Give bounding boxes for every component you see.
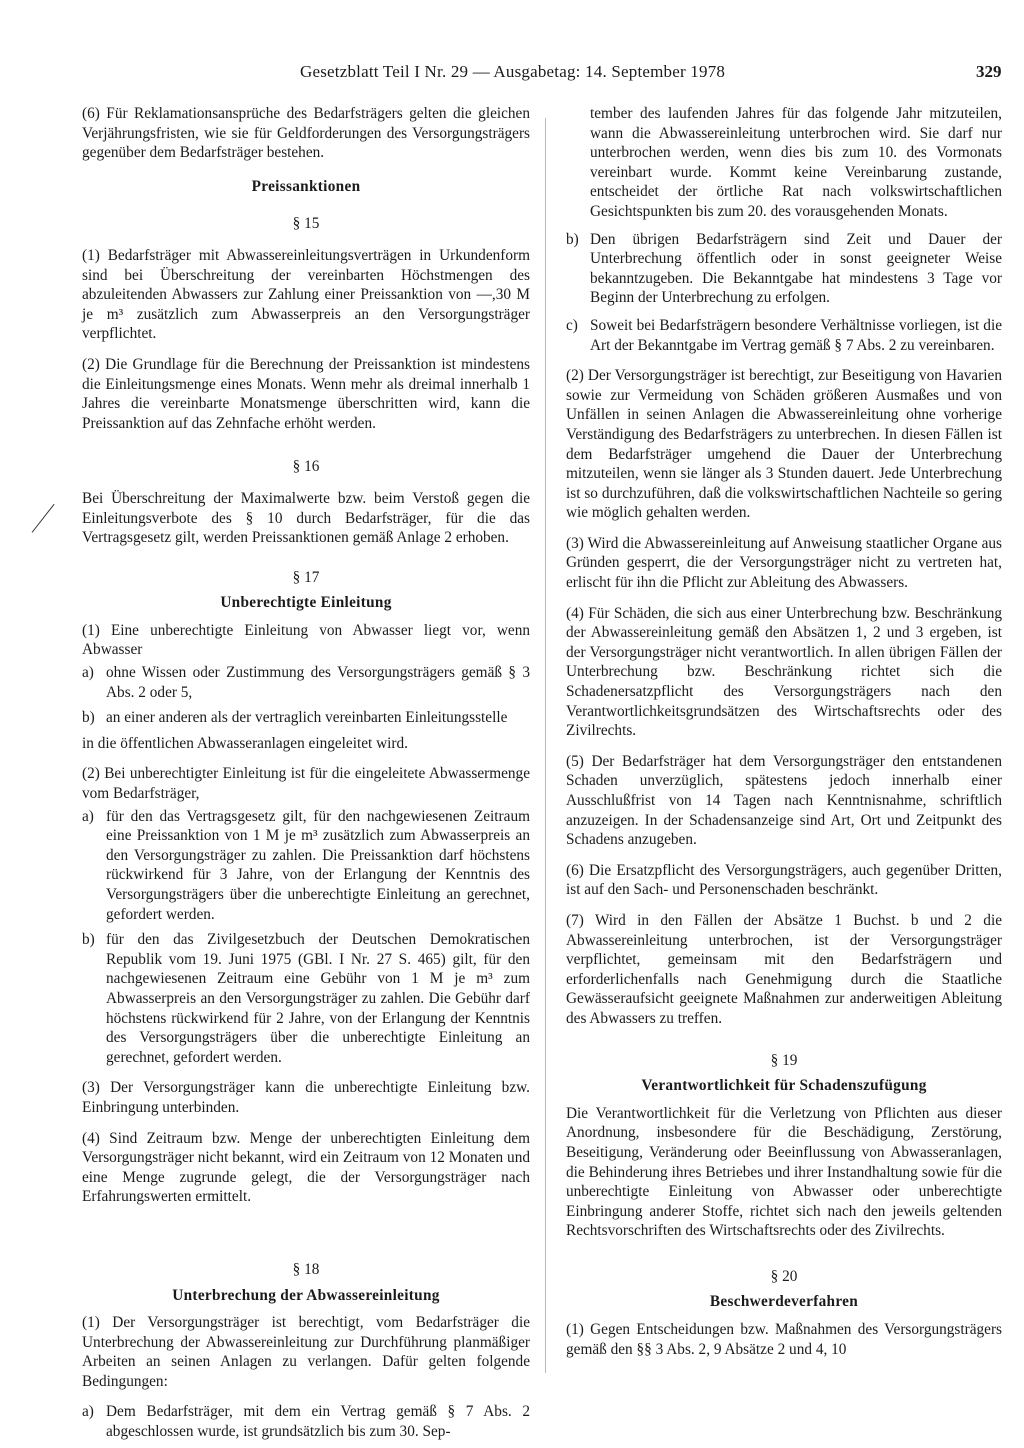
paragraph: in die öffentlichen Abwasseranlagen eingeleitet wird. xyxy=(82,734,408,752)
list-text: für den das Zivilgesetzbuch der Deutschen Demokratischen Republik vom 19. Juni 1975 (GBl. I Nr. 27 S. 465) gilt, für den nachgewiesenen Zeitraum eine Gebühr von 1 M je m³ zum Abwasserpreis an den Versorgungsträger zu zahlen. Die Gebühr darf höchstens rückwirkend für 2 Jahre, von der Erlangung der Kenntnis des Versorgungsträgers über die unberechtigte Einleitung an gerechnet, gefordert werden. xyxy=(106,931,530,1066)
paragraph: (4) Sind Zeitraum bzw. Menge der unberechtigten Einleitung dem Versorgungsträger nicht bekannt, wird ein Zeitraum von 12 Monaten und eine Menge zugrunde gelegt, die der Versorgungsträger nach Erfahrungswerten ermittelt. xyxy=(82,1129,530,1206)
paragraph: Die Verantwortlichkeit für die Verletzung von Pflichten aus dieser Anordnung, insbesondere für die Beschädigung, Zerstörung, Beseitigung, Veränderung oder Beeinflussung von Abwasseranlagen, die Behinderung ihres Betriebes und ihrer Instandhaltung sowie für die unberechtigte Einleitung von Abwasser oder unberechtigte Einbringung anderer Stoffe, richtet sich nach den jeweils geltenden Rechtsvorschriften des Wirtschaftsrechts oder des Zivilrechts. xyxy=(566,1104,1002,1240)
list-label: a) xyxy=(82,1403,94,1421)
paragraph: (7) Wird in den Fällen der Absätze 1 Buchst. b und 2 die Abwassereinleitung unterbrochen, ist der Versorgungsträger verpflichtet, gemeinsam mit den Bedarfsträgern und erforderlichenfalls nach Genehmigung durch die Staatliche Gewässeraufsicht geeignete Maßnahmen zur anderweitigen Ableitung des Abwassers zu treffen. xyxy=(566,911,1002,1027)
right-column xyxy=(566,104,1002,1370)
list-label: c) xyxy=(566,316,578,334)
section-heading: Unterbrechung der Abwassereinleitung xyxy=(172,1286,440,1304)
list-text: Den übrigen Bedarfsträgern sind Zeit und Dauer der Unterbrechung öffentlich oder in sonst geeigneter Weise bekanntzugeben. Die Bekanntgabe hat mindestens 3 Tage vor Beginn der Unterbrechung zu erfolgen. xyxy=(590,230,1002,307)
paragraph: (2) Bei unberechtigter Einleitung ist für die eingeleitete Abwassermenge vom Bedarfsträger, xyxy=(82,765,530,803)
list-item xyxy=(566,230,1002,308)
section-number: § 18 xyxy=(292,1260,320,1278)
section-heading: Unberechtigte Einleitung xyxy=(220,594,392,612)
page-number: 329 xyxy=(976,62,1002,81)
paragraph: (2) Der Versorgungsträger ist berechtigt, zur Beseitigung von Havarien sowie zur Vermeidung von Schäden größeren Ausmaßes und von Unfällen in seinen Anlagen die Abwassereinleitung ohne vorherige Verständigung des Bedarfsträgers zu unterbrechen. In diesen Fällen ist dem Bedarfsträger umgehend die Dauer der Unterbrechung mitzuteilen, wenn sie länger als 3 Stunden dauert. Jede Unterbrechung ist so durchzuführen, daß die volkswirtschaftlichen Nachteile so gering wie möglich gehalten werden. xyxy=(566,367,1002,522)
section-number: § 16 xyxy=(292,458,320,476)
paragraph: (5) Der Bedarfsträger hat dem Versorgungsträger den entstandenen Schaden unverzüglich, spätestens jedoch innerhalb einer Ausschlußfrist von 14 Tagen nach Kenntnisnahme, schriftlich anzuzeigen. In der Schadensanzeige sind Art, Ort und Zeitpunkt des Schadens anzugeben. xyxy=(566,752,1002,849)
page-header: Gesetzblatt Teil I Nr. 29 — Ausgabetag: 14. September 1978 xyxy=(300,62,726,81)
list-text: Soweit bei Bedarfsträgern besondere Verhältnisse vorliegen, ist die Art der Bekanntgabe im Vertrag gemäß § 7 Abs. 2 zu vereinbaren. xyxy=(590,316,1002,354)
left-column xyxy=(82,104,530,1448)
paragraph: (3) Der Versorgungsträger kann die unberechtigte Einleitung bzw. Einbringung unterbinden. xyxy=(82,1079,530,1116)
list-item xyxy=(82,1402,530,1441)
section-number: § 17 xyxy=(292,568,320,586)
section-heading: Beschwerdeverfahren xyxy=(709,1293,859,1311)
paragraph: (1) Eine unberechtigte Einleitung von Abwasser liegt vor, wenn Abwasser xyxy=(82,621,530,659)
paragraph: (6) Für Reklamationsansprüche des Bedarfsträgers gelten die gleichen Verjährungsfristen, wie sie für Geldforderungen des Versorgungsträgers gegenüber dem Bedarfsträger bestehen. xyxy=(82,105,530,162)
list-text: tember des laufenden Jahres für das folgende Jahr mitzuteilen, wann die Abwassereinleitung unterbrochen wird. Sie darf nur unterbrochen werden, wenn dies bis zum 10. des Vormonats vereinbart wurde. Kommt keine Vereinbarung zustande, entscheidet der örtliche Rat nach volkswirtschaftlichen Gesichtspunkten bis zum 20. des vorausgehenden Monats. xyxy=(590,105,1002,220)
list-label: a) xyxy=(82,807,94,825)
paragraph: (2) Die Grundlage für die Berechnung der Preissanktion ist mindestens die Einleitungsmenge eines Monats. Wenn mehr als dreimal innerhalb 1 Jahres die vereinbarte Monatsmenge überschritten wird, kann die Preissanktion auf das Zehnfache erhöht werden. xyxy=(82,355,530,432)
column-divider xyxy=(545,118,546,1373)
paragraph: (6) Die Ersatzpflicht des Versorgungsträgers, auch gegenüber Dritten, ist auf den Sach- und Personenschaden beschränkt. xyxy=(566,861,1002,899)
list-label: b) xyxy=(82,931,95,949)
list-text: für den das Vertragsgesetz gilt, für den nachgewiesenen Zeitraum eine Preissanktion von 1 M je m³ zusätzlich zum Abwasserpreis an den Versorgungsträger zu zahlen. Die Preissanktion darf höchstens rückwirkend für 3 Jahre, von der Erlangung der Kenntnis des Versorgungsträgers über die unberechtigte Einleitung an gerechnet, gefordert werden. xyxy=(106,807,530,923)
list-label: b) xyxy=(566,230,579,248)
paragraph: (1) Gegen Entscheidungen bzw. Maßnahmen des Versorgungsträgers gemäß den §§ 3 Abs. 2, 9 Absätze 2 und 4, 10 xyxy=(566,1321,1002,1358)
list-item xyxy=(566,316,1002,355)
paragraph: (3) Wird die Abwassereinleitung auf Anweisung staatlicher Organe aus Gründen gesperrt, die der Versorgungsträger nicht zu vertreten hat, erlischt für ihn die Pflicht zur Ableitung des Abwassers. xyxy=(566,534,1002,592)
section-number: § 15 xyxy=(292,215,320,233)
paragraph: (4) Für Schäden, die sich aus einer Unterbrechung bzw. Beschränkung der Abwassereinleitung gemäß den Absätzen 1, 2 und 3 ergeben, ist der Versorgungsträger nicht verantwortlich. In allen übrigen Fällen der Unterbrechung bzw. Beschränkung richtet sich die Schadenersatzpflicht des Versorgungsträgers nach den Verantwortlichkeitsgrundsätzen des Wirtschaftsrechts oder des Zivilrechts. xyxy=(566,604,1002,740)
section-number: § 20 xyxy=(770,1267,798,1285)
list-label: a) xyxy=(82,664,94,682)
list-text: Dem Bedarfsträger, mit dem ein Vertrag gemäß § 7 Abs. 2 abgeschlossen wurde, ist grundsätzlich bis zum 30. Sep- xyxy=(106,1403,530,1441)
section-heading: Verantwortlichkeit für Schadenszufügung xyxy=(641,1077,927,1095)
section-number: § 19 xyxy=(770,1051,798,1069)
list-item xyxy=(82,807,530,925)
list-item xyxy=(82,663,530,702)
margin-pen-mark xyxy=(32,504,55,533)
paragraph: Bei Überschreitung der Maximalwerte bzw. beim Verstoß gegen die Einleitungsverbote des § 10 durch Bedarfsträger, für die das Vertragsgesetz gilt, werden Preissanktionen gemäß Anlage 2 erhoben. xyxy=(82,489,530,547)
list-text: an einer anderen als der vertraglich vereinbarten Einleitungsstelle xyxy=(106,709,508,727)
list-text: ohne Wissen oder Zustimmung des Versorgungsträgers gemäß § 3 Abs. 2 oder 5, xyxy=(106,664,530,701)
section-heading: Preissanktionen xyxy=(251,177,361,195)
paragraph: (1) Der Versorgungsträger ist berechtigt, vom Bedarfsträger die Unterbrechung der Abwassereinleitung zur Durchführung planmäßiger Arbeiten an seinen Anlagen zu verlangen. Dafür gelten folgende Bedingungen: xyxy=(82,1314,530,1390)
paragraph: (1) Bedarfsträger mit Abwassereinleitungsverträgen in Urkundenform sind bei Überschreitung der vereinbarten Höchstmengen des abzuleitenden Abwassers zur Zahlung einer Preissanktion von —,30 M je m³ zusätzlich zum Abwasserpreis an den Versorgungsträger verpflichtet. xyxy=(82,246,530,343)
list-item xyxy=(82,930,530,1067)
list-label: b) xyxy=(82,709,95,727)
list-item xyxy=(82,708,530,728)
list-item xyxy=(566,104,1002,222)
